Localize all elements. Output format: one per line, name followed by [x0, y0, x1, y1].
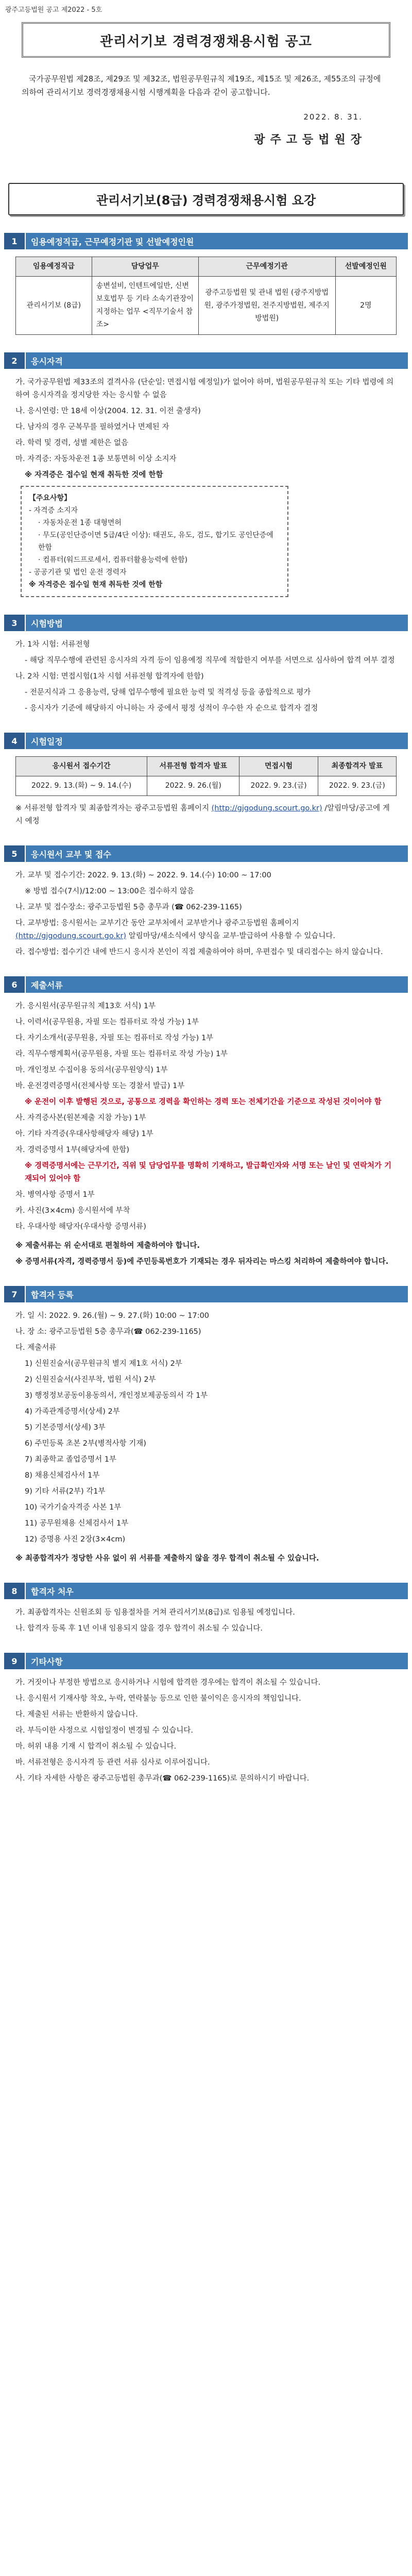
paragraph: - 해당 직무수행에 관련된 응시자의 자격 등이 임용예정 직무에 적합한지 여부를 서면으로 심사하여 합격 여부 결정 — [25, 656, 395, 665]
section-number: 6 — [4, 976, 26, 993]
issuing-organization: 광주고등법원장 — [254, 133, 367, 146]
list-item: 나. 이력서(공무원용, 자필 또는 컴퓨터로 작성 가능) 1부 — [15, 1018, 199, 1026]
note-text: /알림마당/공고에 게시 예정 — [15, 804, 390, 825]
section-body — [15, 1676, 397, 1785]
section-header — [4, 352, 408, 369]
section-registration — [0, 1286, 412, 1565]
section-header — [4, 733, 408, 749]
table-header-cell: 담당업무 — [92, 257, 198, 277]
section-number: 1 — [4, 233, 26, 249]
list-item: 사. 자격증사본(원본제출 지참 가능) 1부 — [15, 1114, 146, 1122]
guideline-title: 관리서기보(8급) 경력경쟁채용시험 요강 — [8, 183, 404, 215]
list-item: 11) 공무원채용 신체검사서 1부 — [25, 1519, 129, 1528]
paragraph: 나. 응시연령: 만 18세 이상(2004. 12. 31. 이전 출생자) — [15, 407, 201, 415]
section-title: 응시자격 — [26, 352, 408, 369]
court-website-link[interactable]: (http://gjgodung.scourt.go.kr) — [211, 804, 322, 812]
paragraph: 다. 남자의 경우 군복무를 필하였거나 면제된 자 — [15, 423, 169, 431]
paragraph: 가. 교부 및 접수기간: 2022. 9. 13.(화) ~ 2022. 9. 14.(수) 10:00 ~ 17:00 — [15, 871, 271, 879]
note: ※ 자격증은 접수일 현재 취득한 것에 한함 — [25, 471, 163, 479]
section-number: 4 — [4, 733, 26, 749]
preference-line: · 무도(공인단증이면 5급/4단 이상): 태권도, 유도, 검도, 합기도 공인단증에 한함 — [38, 531, 273, 552]
section-body — [15, 376, 397, 597]
table-header-cell: 면접시험 — [239, 757, 318, 776]
section-title: 기타사항 — [26, 1653, 408, 1669]
paragraph: 나. 2차 시험: 면접시험(1차 시험 서류전형 합격자에 한함) — [15, 672, 204, 681]
table-row — [16, 277, 397, 335]
table-header-cell: 최종합격자 발표 — [318, 757, 396, 776]
section-number: 8 — [4, 1583, 26, 1599]
preference-box — [21, 486, 288, 597]
paragraph: - 전문지식과 그 응용능력, 당해 업무수행에 필요한 능력 및 적격성 등을 종합적으로 평가 — [25, 688, 311, 697]
preference-line: - 공공기관 및 법인 운전 경력자 — [29, 568, 127, 577]
section-documents — [0, 976, 412, 1268]
list-item: 카. 사진(3×4cm) 응시원서에 부착 — [15, 1207, 130, 1215]
schedule-note — [15, 802, 397, 828]
paragraph: 가. 1차 시험: 서류전형 — [15, 640, 90, 649]
preference-line: · 자동차운전 1종 대형면허 — [38, 519, 122, 527]
paragraph: 마. 자격증: 자동차운전 1종 보통면허 이상 소지자 — [15, 455, 177, 463]
paragraph: 라. 학력 및 경력, 성별 제한은 없음 — [15, 439, 128, 447]
paragraph: 가. 국가공무원법 제33조의 결격사유 (단순일: 면접시험 예정일)가 없어야 하며, 법원공무원규칙 또는 기타 법령에 의하여 응시자격을 정지당한 자는 응시할 수 없음 — [15, 378, 394, 399]
positions-table — [15, 257, 397, 335]
list-item: 타. 우대사항 해당자(우대사항 증명서류) — [15, 1223, 146, 1231]
announcement-title-box — [22, 22, 390, 58]
table-cell: 송변설비, 인텐트에일반, 신변보호법무 등 기타 소속기관장이 지정하는 업무 <직무기술서 참조> — [92, 277, 198, 335]
section-application — [0, 845, 412, 959]
table-header-cell: 서류전형 합격자 발표 — [147, 757, 239, 776]
warning-note: ※ 경력증명서에는 근무기간, 직위 및 담당업무를 명확히 기재하고, 발급확인자와 서명 또는 날인 및 연락처가 기재되어 있어야 함 — [25, 1162, 392, 1183]
notice-number: 광주고등법원 공고 제2022 - 5호 — [5, 6, 102, 14]
note: ※ 증명서류(자격, 경력증명서 등)에 주민등록번호가 기재되는 경우 뒤자리는 마스킹 처리하여 제출하여야 합니다. — [15, 1258, 389, 1266]
table-cell: 2022. 9. 26.(월) — [147, 776, 239, 796]
section-title: 제출서류 — [26, 976, 408, 993]
table-header-cell: 응시원서 접수기간 — [16, 757, 147, 776]
table-header-cell: 임용예정직급 — [16, 257, 92, 277]
section-number: 3 — [4, 615, 26, 631]
section-title: 합격자 처우 — [26, 1583, 408, 1599]
list-item: 아. 기타 자격증(우대사항해당자 해당) 1부 — [15, 1130, 153, 1138]
list-item: 라. 부득이한 사정으로 시험일정이 변경될 수 있습니다. — [15, 1726, 194, 1735]
table-header-cell: 선발예정인원 — [335, 257, 396, 277]
section-treatment — [0, 1583, 412, 1635]
paragraph: - 응시자가 기준에 해당하지 아니하는 자 중에서 평정 성적이 우수한 자 순으로 합격자 결정 — [25, 704, 318, 713]
list-item: 9) 기타 서류(2부) 각1부 — [25, 1487, 106, 1496]
warning-note: ※ 운전이 이후 발행된 것으로, 공통으로 경력을 확인하는 경력 또는 전체기간을 기준으로 작성된 것이어야 함 — [25, 1098, 382, 1106]
court-website-link[interactable]: (http://gjgodung.scourt.go.kr) — [15, 932, 127, 940]
paragraph-text: 다. 교부방법: 응시원서는 교부기간 동안 교부처에서 교부받거나 광주고등법원 홈페이지 — [15, 919, 299, 927]
preference-title: 【주요사항】 — [29, 494, 72, 502]
list-item: 7) 최종학교 졸업증명서 1부 — [25, 1455, 117, 1464]
table-row — [16, 776, 397, 796]
section-other — [0, 1653, 412, 1785]
section-exam-method — [0, 615, 412, 715]
section-schedule — [0, 733, 412, 828]
list-item: 나. 응시원서 기재사항 착오, 누락, 연락불능 등으로 인한 불이익은 응시자의 책임입니다. — [15, 1694, 301, 1703]
list-item: 사. 기타 자세한 사항은 광주고등법원 총무과(☎ 062-239-1165)로 문의하시기 바랍니다. — [15, 1774, 310, 1783]
paragraph: 라. 접수방법: 접수기간 내에 반드시 응시자 본인이 직접 제출하여야 하며, 우편접수 및 대리접수는 하지 않습니다. — [15, 948, 383, 956]
section-body — [15, 756, 397, 828]
section-header — [4, 845, 408, 862]
section-header — [4, 233, 408, 249]
note-text: ※ 서류전형 합격자 및 최종합격자는 광주고등법원 홈페이지 — [15, 804, 209, 812]
preference-line: - 자격증 소지자 — [29, 506, 78, 515]
list-item: 3) 행정정보공동이용동의서, 개인정보제공동의서 각 1부 — [25, 1392, 208, 1400]
section-eligibility — [0, 352, 412, 597]
list-item: 가. 응시원서(공무원규칙 제13호 서식) 1부 — [15, 1002, 156, 1010]
table-header-row — [16, 757, 397, 776]
table-cell: 2022. 9. 13.(화) ~ 9. 14.(수) — [16, 776, 147, 796]
intro-paragraph: 국가공무원법 제28조, 제29조 및 제32조, 법원공무원규칙 제19조, 제15조 및 제26조, 제55조의 규정에 의하여 관리서기보 경력경쟁채용시험 시행계획을 다음과 같이 공고합니다. — [22, 74, 381, 97]
paragraph: 가. 최종합격자는 신원조회 등 임용절차를 거쳐 관리서기보(8급)로 임용될 예정입니다. — [15, 1608, 295, 1617]
preference-line: ※ 자격증은 접수일 현재 취득한 것에 한함 — [29, 581, 163, 589]
announcement-date: 2022. 8. 31. — [303, 112, 363, 122]
list-item: 바. 서류전형은 응시자격 등 관련 서류 심사로 이루어집니다. — [15, 1758, 210, 1767]
schedule-table — [15, 756, 397, 796]
list-item: 자. 경력증명서 1부(해당자에 한함) — [15, 1146, 130, 1154]
section-body — [15, 869, 397, 959]
list-item: 라. 직무수행계획서(공무원용, 자필 또는 컴퓨터로 작성 가능) 1부 — [15, 1050, 228, 1058]
table-cell: 관리서기보 (8급) — [16, 277, 92, 335]
list-item: 나. 장 소: 광주고등법원 5층 총무과(☎ 062-239-1165) — [15, 1328, 201, 1336]
table-cell: 2022. 9. 23.(금) — [318, 776, 396, 796]
list-item: 1) 신원진술서(공무원규칙 별지 제1호 서식) 2부 — [25, 1360, 182, 1368]
list-item: 다. 자기소개서(공무원용, 자필 또는 컴퓨터로 작성 가능) 1부 — [15, 1034, 214, 1042]
paragraph-text: 알림마당/새소식에서 양식을 교부·발급하여 사용할 수 있습니다. — [128, 932, 336, 940]
paragraph: 나. 합격자 등록 후 1년 이내 임용되지 않을 경우 합격이 취소될 수 있습니다. — [15, 1624, 263, 1633]
table-cell: 광주고등법원 및 관내 법원 (광주지방법원, 광주가정법원, 전주지방법원, 제주지방법원) — [198, 277, 335, 335]
section-body — [15, 1000, 397, 1268]
list-item: 다. 제출서류 — [15, 1344, 57, 1352]
section-positions — [0, 233, 412, 335]
section-number: 5 — [4, 845, 26, 862]
section-title: 합격자 등록 — [26, 1286, 408, 1302]
note: ※ 제출서류는 위 순서대로 편철하여 제출하여야 합니다. — [15, 1242, 200, 1250]
list-item: 12) 증명용 사진 2장(3×4cm) — [25, 1535, 126, 1544]
table-header-cell: 근무예정기관 — [198, 257, 335, 277]
section-body — [15, 1310, 397, 1565]
list-item: 10) 국가기술자격증 사본 1부 — [25, 1503, 122, 1512]
preference-line: · 컴퓨터(워드프로세서, 컴퓨터활용능력에 한함) — [38, 556, 188, 564]
list-item: 마. 개인정보 수집이용 동의서(공무원양식) 1부 — [15, 1066, 168, 1074]
paragraph: 나. 교부 및 접수장소: 광주고등법원 5층 총무과 (☎ 062-239-1165) — [15, 903, 242, 911]
section-header — [4, 1286, 408, 1302]
list-item: 바. 운전경력증명서(전체사항 또는 경찰서 발급) 1부 — [15, 1082, 185, 1090]
section-body — [15, 638, 397, 715]
section-number: 2 — [4, 352, 26, 369]
section-number: 9 — [4, 1653, 26, 1669]
list-item: 가. 일 시: 2022. 9. 26.(월) ~ 9. 27.(화) 10:00 ~ 17:00 — [15, 1312, 210, 1320]
list-item: 다. 제출된 서류는 반환하지 않습니다. — [15, 1710, 138, 1719]
list-item: 5) 기본증명서(상세) 3부 — [25, 1423, 106, 1432]
section-title: 시험일정 — [26, 733, 408, 749]
list-item: 4) 가족관계증명서(상세) 2부 — [25, 1408, 120, 1416]
paragraph: ※ 방법 접수(7시)/12:00 ~ 13:00은 접수하지 않음 — [25, 887, 195, 895]
section-title: 시험방법 — [26, 615, 408, 631]
list-item: 6) 주민등록 초본 2부(병적사항 기재) — [25, 1439, 146, 1448]
section-header — [4, 615, 408, 631]
section-number: 7 — [4, 1286, 26, 1302]
list-item: 차. 병역사항 증명서 1부 — [15, 1191, 95, 1199]
table-cell: 2명 — [335, 277, 396, 335]
section-header — [4, 1653, 408, 1669]
paragraph — [15, 917, 397, 943]
section-title: 응시원서 교부 및 접수 — [26, 845, 408, 862]
section-body — [15, 257, 397, 335]
announcement-title: 관리서기보 경력경쟁채용시험 공고 — [100, 34, 312, 49]
list-item: 가. 거짓이나 부정한 방법으로 응시하거나 시험에 합격한 경우에는 합격이 취소될 수 있습니다. — [15, 1679, 321, 1687]
table-cell: 2022. 9. 23.(금) — [239, 776, 318, 796]
section-header — [4, 1583, 408, 1599]
section-body — [15, 1606, 397, 1635]
list-item: 8) 채용신체검사서 1부 — [25, 1471, 100, 1480]
list-item: 2) 신원진술서(사진부착, 법원 서식) 2부 — [25, 1376, 156, 1384]
section-header — [4, 976, 408, 993]
note: ※ 최종합격자가 정당한 사유 없이 위 서류를 제출하지 않을 경우 합격이 취소될 수 있습니다. — [15, 1554, 319, 1563]
section-title: 임용예정직급, 근무예정기관 및 선발예정인원 — [26, 233, 408, 249]
list-item: 마. 허위 내용 기재 시 합격이 취소될 수 있습니다. — [15, 1742, 177, 1751]
table-header-row — [16, 257, 397, 277]
